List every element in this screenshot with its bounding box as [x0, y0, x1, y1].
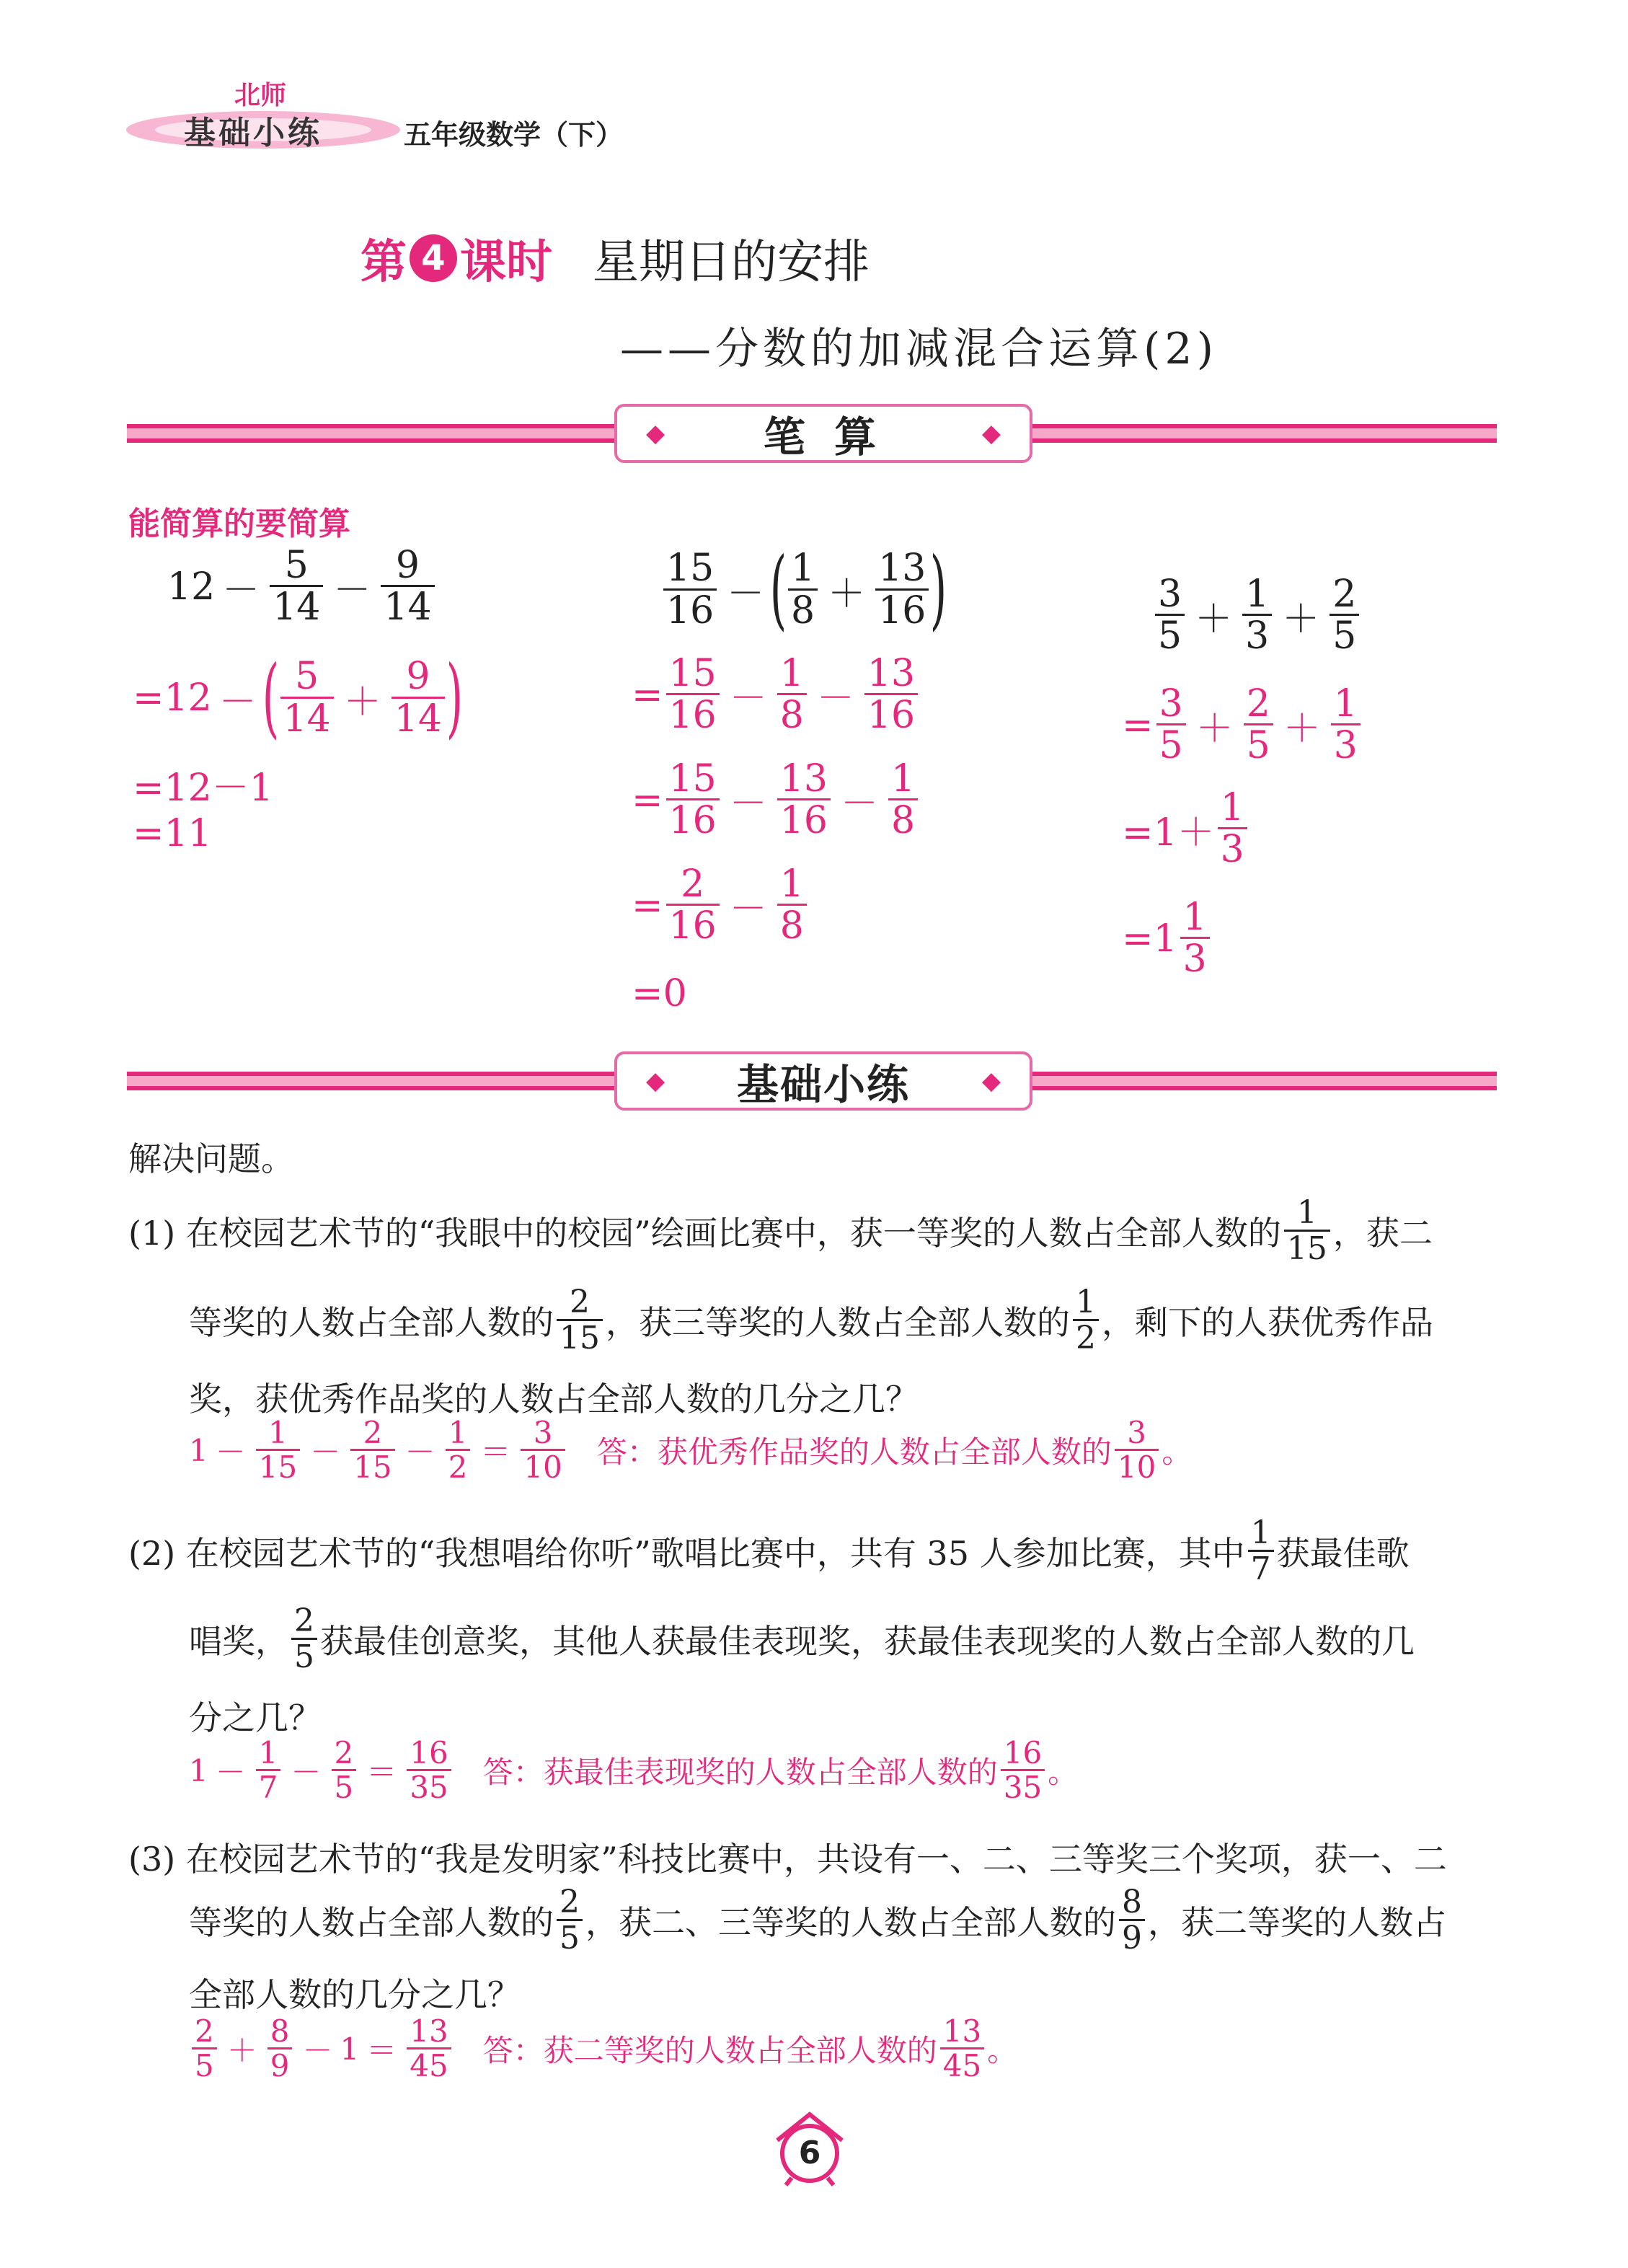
- answer-line: 1 － $\frac{1}{7}$ － $\frac{2}{5}$ ＝ $\frac{16}{35}$ 答：获最佳表现奖的人数占全部人数的 $\frac{16}{35}$ 。: [189, 1735, 1079, 1805]
- lesson-prefix: 第: [360, 236, 407, 289]
- calc-result: =0: [632, 972, 687, 1015]
- problem-line: 分之几？: [189, 1698, 322, 1737]
- diamond-icon: ◆: [646, 1067, 665, 1095]
- page-number: 6: [798, 2135, 821, 2171]
- problem-line: 全部人数的几分之几？: [189, 1975, 521, 2014]
- calc-step: = $\frac{15}{16}$ － $\frac{13}{16}$ － $\frac{1}{8}$: [632, 760, 921, 840]
- calc-step: =12－1: [133, 767, 273, 810]
- lesson-heading: [360, 225, 870, 291]
- lesson-subtitle: ——分数的加减混合运算(2): [620, 324, 1218, 374]
- calc-expression: $\frac{15}{16}$ － ( $\frac{1}{8}$ ＋ $\frac{13}{16}$ ): [660, 547, 945, 633]
- section-title: 基础小练: [736, 1060, 910, 1109]
- calc-step: = $\frac{3}{5}$ ＋ $\frac{2}{5}$ ＋ $\frac{1}{3}$: [1122, 685, 1363, 765]
- section-title: 笔 算: [763, 412, 884, 462]
- problem-line: (1) 在校园艺术节的“我眼中的校园”绘画比赛中，获一等奖的人数占全部人数的 $\frac{1}{15}$ ，获二: [128, 1194, 1433, 1267]
- problem-line: (2) 在校园艺术节的“我想唱给你听”歌唱比赛中，共有 35 人参加比赛，其中 $\frac{1}{7}$ 获最佳歌: [128, 1514, 1410, 1587]
- calc-step: =12 － ( $\frac{5}{14}$ ＋ $\frac{9}{14}$ ): [133, 648, 464, 748]
- brand-main: 基础小练: [184, 115, 322, 151]
- lesson-suffix: 课时: [460, 236, 552, 289]
- problem-line: 等奖的人数占全部人数的 $\frac{2}{5}$ ，获二、三等奖的人数占全部人数的 $\frac{8}{9}$ ，获二等奖的人数占: [189, 1884, 1446, 1956]
- diamond-icon: ◆: [646, 419, 665, 448]
- answer-line: 1 － $\frac{1}{15}$ － $\frac{2}{15}$ － $\frac{1}{2}$ ＝ $\frac{3}{10}$ 答：获优秀作品奖的人数占全部人数的 $\frac{3}{10}$ 。: [189, 1415, 1193, 1485]
- calc-step: = $\frac{15}{16}$ － $\frac{1}{8}$ － $\frac{13}{16}$: [632, 655, 921, 735]
- instruction: 能简算的要简算: [128, 506, 350, 542]
- problem-line: (3) 在校园艺术节的“我是发明家”科技比赛中，共设有一、二、三等奖三个奖项，获一、二: [128, 1840, 1447, 1879]
- calc-result: =1 $\frac{1}{3}$: [1122, 899, 1213, 979]
- problem-line: 等奖的人数占全部人数的 $\frac{2}{15}$ ，获三等奖的人数占全部人数的 $\frac{1}{2}$ ，剩下的人获优秀作品: [189, 1284, 1433, 1356]
- calc-expression: 12 － $\frac{5}{14}$ － $\frac{9}{14}$: [167, 547, 438, 627]
- answer-line: $\frac{2}{5}$ ＋ $\frac{8}{9}$ － 1 ＝ $\frac{13}{45}$ 答：获二等奖的人数占全部人数的 $\frac{13}{45}$ 。: [189, 2016, 1017, 2082]
- intro-text: 解决问题。: [128, 1139, 294, 1178]
- problem-line: 唱奖， $\frac{2}{5}$ 获最佳创意奖，其他人获最佳表现奖，获最佳表现奖的人数占全部人数的几: [189, 1602, 1415, 1675]
- problem-line: 奖，获优秀作品奖的人数占全部人数的几分之几？: [189, 1380, 919, 1418]
- calc-step: =1＋ $\frac{1}{3}$: [1122, 789, 1250, 869]
- lesson-number-badge: 4: [410, 234, 457, 282]
- diamond-icon: ◆: [981, 1067, 1001, 1095]
- brand-top: 北师: [234, 81, 287, 110]
- lesson-title: 星期日的安排: [593, 236, 870, 289]
- calc-result: =11: [133, 812, 212, 855]
- calc-expression: $\frac{3}{5}$ ＋ $\frac{1}{3}$ ＋ $\frac{2}{5}$: [1152, 575, 1362, 656]
- calc-step: = $\frac{2}{16}$ － $\frac{1}{8}$: [632, 865, 810, 945]
- diamond-icon: ◆: [981, 419, 1001, 448]
- grade-label: 五年级数学（下）: [404, 119, 624, 151]
